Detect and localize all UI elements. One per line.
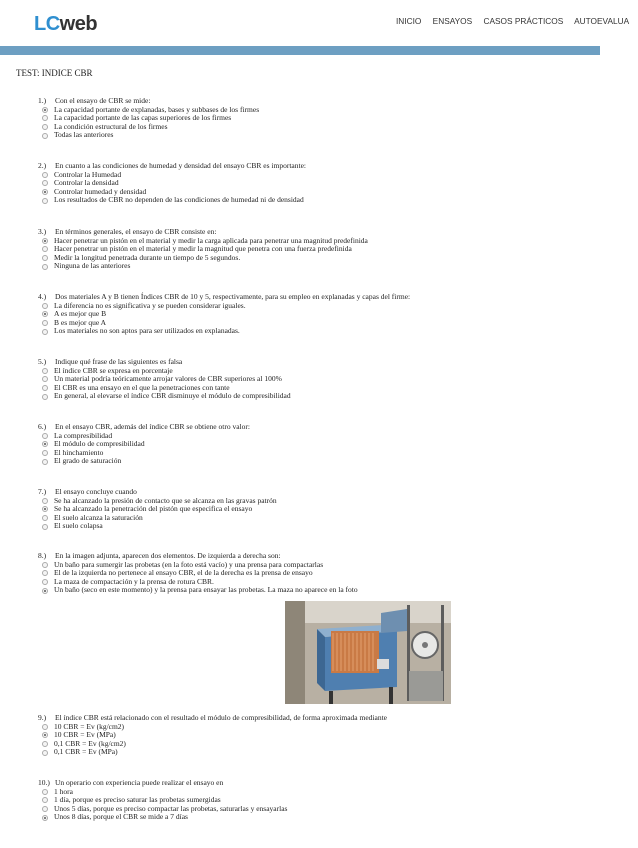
question-number: 10.) [38,778,50,787]
radio-button[interactable] [42,724,48,730]
option-label: El de la izquierda no pertenece al ensayo CBR, el de la derecha es la prensa de ensayo [54,568,313,578]
radio-button[interactable] [42,570,48,576]
main-nav [396,16,630,26]
radio-button[interactable] [42,815,48,821]
option-label: 10 CBR = Ev (MPa) [54,730,116,740]
option-label: La compresibilidad [54,430,113,440]
option-label: Un material podría teóricamente arrojar valores de CBR superiores al 100% [54,374,282,384]
radio-button[interactable] [42,515,48,521]
nav-autoevaluacion[interactable]: AUTOEVALUA [574,16,630,26]
radio-button[interactable] [42,255,48,261]
question-7 [38,488,578,531]
radio-button[interactable] [42,180,48,186]
radio-button[interactable] [42,246,48,252]
question-text: En cuanto a las condiciones de humedad y densidad del ensayo CBR es importante: [55,161,306,170]
option[interactable] [42,514,578,523]
option-label: La condición estructural de los firmes [54,121,168,131]
nav-inicio[interactable]: INICIO [396,16,422,26]
option-label: 0,1 CBR = Ev (MPa) [54,747,118,757]
option[interactable] [42,522,578,531]
logo-lc: LC [34,13,60,35]
option-label: 0,1 CBR = Ev (kg/cm2) [54,738,126,748]
option-label: El CBR es una ensayo en el que la penetraciones con tante [54,382,230,392]
question-number: 4.) [38,292,47,301]
radio-button[interactable] [42,741,48,747]
option-label: B es mejor que A [54,317,107,327]
question-text: El ensayo concluye cuando [55,487,137,496]
question-number: 5.) [38,357,47,366]
nav-casos-practicos[interactable]: CASOS PRÁCTICOS [483,16,564,26]
option-label: La maza de compactación y la prensa de rotura CBR. [54,576,214,586]
option[interactable] [42,302,578,311]
option[interactable] [42,327,578,336]
option-label: Se ha alcanzado la presión de contacto que se alcanza en las gravas patrón [54,495,277,505]
radio-button[interactable] [42,368,48,374]
option-label: El grado de saturación [54,456,122,466]
radio-button[interactable] [42,732,48,738]
radio-button[interactable] [42,107,48,113]
radio-button[interactable] [42,303,48,309]
option[interactable] [42,457,578,466]
option-label: Controlar humedad y densidad [54,186,147,196]
option-label: Los resultados de CBR no dependen de las condiciones de humedad ni de densidad [54,195,304,205]
option-label: En general, al elevarse el índice CBR disminuye el módulo de compresibilidad [54,391,291,401]
header-band [0,46,600,55]
option-label: Ninguna de las anteriores [54,261,131,271]
question-8 [38,552,578,595]
question-number: 9.) [38,713,47,722]
option-label: Hacer penetrar un pistón en el material y medir la magnitud que penetra con una fuerza predefinida [54,244,352,254]
option[interactable] [42,123,578,132]
question-6 [38,423,578,466]
question-text: En términos generales, el ensayo de CBR consiste en: [55,227,217,236]
option[interactable] [42,262,578,271]
option-label: Unos 5 días, porque es preciso compactar las probetas, saturarlas y ensayarlas [54,803,288,813]
radio-button[interactable] [42,789,48,795]
question-number: 7.) [38,487,47,496]
option[interactable] [42,723,578,732]
radio-button[interactable] [42,806,48,812]
question-text: En la imagen adjunta, aparecen dos elementos. De izquierda a derecha son: [55,551,281,560]
option[interactable] [42,131,578,140]
option-label: Se ha alcanzado la penetración del pistón que especifica el ensayo [54,504,253,514]
question-number: 8.) [38,551,47,560]
radio-button[interactable] [42,498,48,504]
radio-button[interactable] [42,385,48,391]
option-label: El índice CBR se expresa en porcentaje [54,365,173,375]
option-label: La diferencia no es significativa y se pueden considerar iguales. [54,300,246,310]
question-1 [38,97,578,140]
question-5 [38,358,578,401]
cbr-equipment-photo [285,601,451,704]
option[interactable] [42,740,578,749]
page-title: TEST: INDICE CBR [16,68,93,78]
radio-button[interactable] [42,376,48,382]
option-label: La capacidad portante de explanadas, bases y subbases de los firmes [54,104,260,114]
radio-button[interactable] [42,238,48,244]
question-text: Con el ensayo de CBR se mide: [55,96,151,105]
radio-button[interactable] [42,124,48,130]
option-label: El módulo de compresibilidad [54,439,145,449]
question-number: 2.) [38,161,47,170]
question-text: El índice CBR está relacionado con el resultado el módulo de compresibilidad, de forma aproximada mediante [55,713,387,722]
question-number: 1.) [38,96,47,105]
option-label: Hacer penetrar un pistón en el material y medir la carga aplicada para penetrar una magnitud predefinida [54,235,368,245]
radio-button[interactable] [42,115,48,121]
option[interactable] [42,748,578,757]
question-10 [38,779,578,822]
option-label: El hinchamiento [54,447,104,457]
option-label: El suelo alcanza la saturación [54,512,143,522]
radio-button[interactable] [42,506,48,512]
radio-button[interactable] [42,450,48,456]
radio-button[interactable] [42,320,48,326]
question-text: En el ensayo CBR, además del índice CBR se obtiene otro valor: [55,422,250,431]
option[interactable] [42,392,578,401]
radio-button[interactable] [42,588,48,594]
option-label: El suelo colapsa [54,521,103,531]
radio-button[interactable] [42,562,48,568]
nav-ensayos[interactable]: ENSAYOS [432,16,473,26]
radio-button[interactable] [42,264,48,270]
radio-button[interactable] [42,189,48,195]
header [0,0,630,46]
question-9 [38,714,578,757]
logo-web: web [59,13,98,35]
option-label: Los materiales no son aptos para ser utilizados en explanadas. [54,326,240,336]
option-label: 1 día, porque es preciso saturar las probetas sumergidas [54,795,221,805]
option[interactable] [42,813,578,822]
radio-button[interactable] [42,579,48,585]
radio-button[interactable] [42,133,48,139]
option[interactable] [42,196,578,205]
radio-button[interactable] [42,329,48,335]
option-label: 1 hora [54,786,73,796]
option-label: Controlar la densidad [54,178,119,188]
option-label: Un baño (seco en este momento) y la prensa para ensayar las probetas. La maza no aparece en la foto [54,585,358,595]
question-number: 6.) [38,422,47,431]
option[interactable] [42,586,578,595]
radio-button[interactable] [42,433,48,439]
option-label: 10 CBR = Ev (kg/cm2) [54,721,125,731]
question-text: Dos materiales A y B tienen Índices CBR de 10 y 5, respectivamente, para su empleo en explanadas y capas del firme: [55,292,411,301]
option-label: A es mejor que B [54,309,107,319]
option[interactable] [42,440,578,449]
option[interactable] [42,171,578,180]
option-label: Controlar la Humedad [54,169,122,179]
radio-button[interactable] [42,459,48,465]
radio-button[interactable] [42,311,48,317]
option-label: Un baño para sumergir las probetas (en la foto está vacío) y una prensa para compactarlas [54,559,324,569]
radio-button[interactable] [42,172,48,178]
site-logo[interactable] [34,13,97,36]
radio-button[interactable] [42,198,48,204]
question-4 [38,293,578,336]
option-label: Todas las anteriores [54,130,114,140]
option[interactable] [42,449,578,458]
question-text: Un operario con experiencia puede realizar el ensayo en [55,778,224,787]
option-label: Medir la longitud penetrada durante un tiempo de 5 segundos. [54,252,241,262]
question-number: 3.) [38,227,47,236]
radio-button[interactable] [42,524,48,530]
radio-button[interactable] [42,797,48,803]
question-3 [38,228,578,271]
radio-button[interactable] [42,441,48,447]
question-2 [38,162,578,205]
question-text: Indique qué frase de las siguientes es falsa [55,357,183,366]
option[interactable] [42,310,578,319]
option-label: Unos 8 días, porque el CBR se mide a 7 días [54,812,188,822]
radio-button[interactable] [42,750,48,756]
radio-button[interactable] [42,394,48,400]
option-label: La capacidad portante de las capas superiores de los firmes [54,113,232,123]
